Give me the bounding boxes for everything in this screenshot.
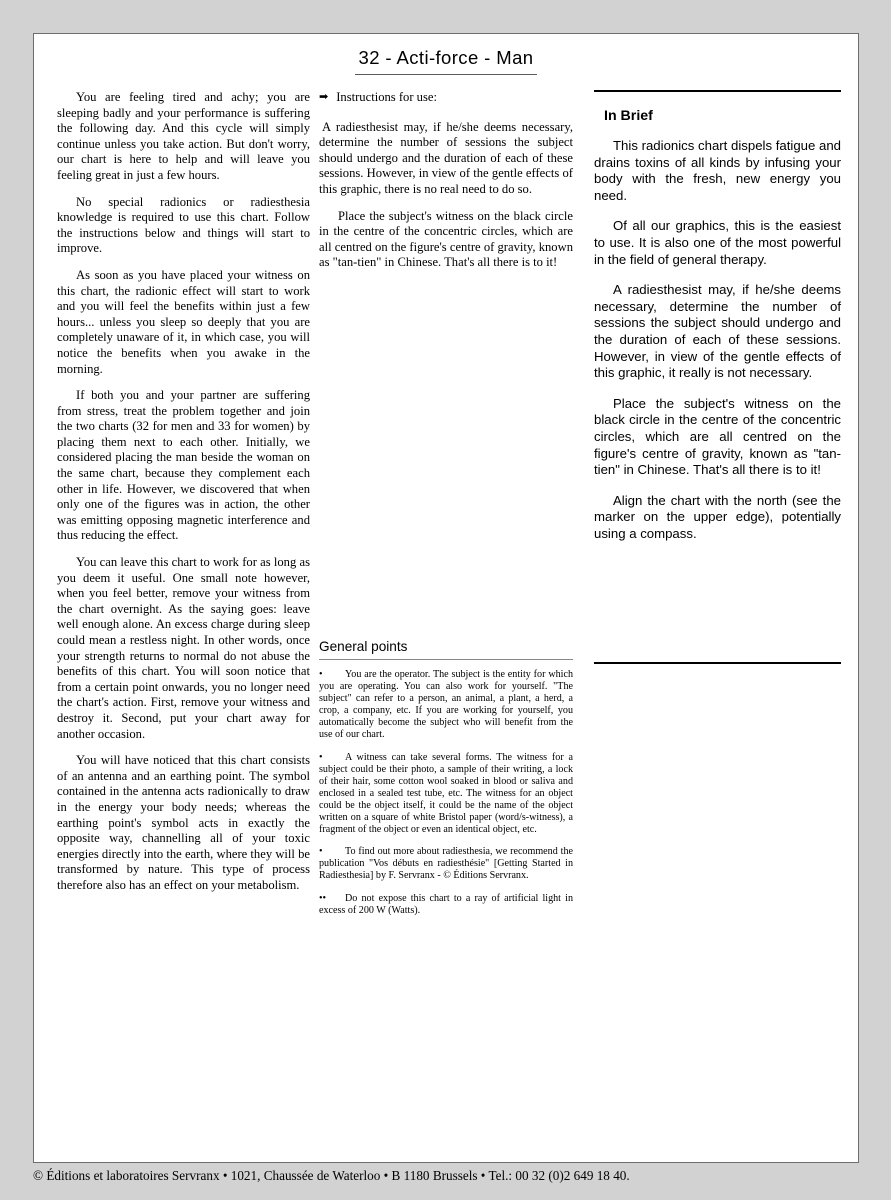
general-points-divider [319, 659, 573, 660]
left-paragraph: You can leave this chart to work for as long as you deem it useful. One small note however, when you feel better, remove your witness from the chart overnight. As the saying goes: leave well enough alone. An excess charge during sleep could mean a restless night. In other words, once your strength returns to normal do not abuse the benefits of this chart. You will soon notice that from a certain point onwards, you no longer need the chart's action. First, remove your witness and destroy it. Second, put your chart away for another occasion. [57, 555, 310, 741]
left-paragraph: If both you and your partner are suffering from stress, treat the problem together and join the two charts (32 for men and 33 for women) by placing them next to each other. Initially, we considered placing the man beside the woman on the same chart, because they complement each other in life. However, we discovered that when only one of the figures was in action, the other was emitting opposing magnetic interference and thus reducing the effect. [57, 388, 310, 543]
in-brief-paragraph: This radionics chart dispels fatigue and drains toxins of all kinds by infusing your body with the fresh, new energy you need. [594, 138, 841, 203]
general-points-item [319, 846, 573, 882]
instructions-paragraph: Place the subject's witness on the black circle in the centre of the concentric circles, which are all centred on the figure's centre of gravity, known as "tan-tien" in Chinese. That's all there is to it! [319, 208, 573, 270]
general-points-block [319, 639, 573, 927]
three-column-layout [34, 90, 860, 1100]
general-points-item-text: You are the operator. The subject is the entity for which you are operating. You can also work for yourself. "The subject" can refer to a person, an animal, a plant, a herd, a crop, a company, etc. If you are working for yourself, you automatically become the subject who will benefit from the use of our chart. [319, 669, 573, 741]
left-paragraph: You are feeling tired and achy; you are sleeping badly and your performance is suffering the following day. And this cycle will simply continue unless you take action. But don't worry, our chart is here to help and will leave you feeling great in just a few hours. [57, 90, 310, 182]
general-points-item-text: A witness can take several forms. The witness for a subject could be their photo, a sample of their writing, a lock of their hair, some cotton wool soaked in blood or saliva and enclosed in a sealed test tube, etc. The witness for an object could be the object itself, it could be the name of the object written on a square of white Bristol paper (word/s-witness), a fragment of the object or even an identical object, etc. [319, 751, 573, 836]
instructions-heading: Instructions for use: [336, 90, 437, 104]
left-text-column [57, 90, 310, 905]
instructions-paragraph: A radiesthesist may, if he/she deems necessary, determine the number of sessions the subject should undergo and the duration of each of these sessions. However, in view of the gentle effects of this graphic, there is no real need to do so. [319, 119, 573, 196]
right-text-column [594, 90, 841, 556]
in-brief-paragraph: Align the chart with the north (see the marker on the upper edge), potentially using a compass. [594, 492, 841, 541]
in-brief-top-rule [594, 90, 841, 92]
left-paragraph: You will have noticed that this chart consists of an antenna and an earthing point. The symbol contained in the antenna acts radionically to draw in the energy your body needs; whereas the earthing point's symbol acts in exactly the opposite way, channelling all of your toxic energies directly into the earth, where they will be transformed by nature. This type of process therefore also has an effect on your metabolism. [57, 753, 310, 892]
left-paragraph: As soon as you have placed your witness on this chart, the radionic effect will start to work and you will feel the benefits within just a few hours... unless you sleep so deeply that you are completely unaware of it, in which case, you will notice the benefits when you awake in the morning. [57, 267, 310, 376]
middle-text-column [319, 90, 573, 916]
instructions-heading-row [319, 90, 573, 106]
arrow-right-icon: ➡ [319, 91, 328, 103]
general-points-item-text: Do not expose this chart to a ray of artificial light in excess of 200 W (Watts). [319, 892, 573, 916]
bullet-icon: • [319, 669, 323, 680]
bullet-icon: • [319, 846, 323, 858]
page-footer: © Éditions et laboratoires Servranx • 1021, Chaussée de Waterloo • B 1180 Brussels • Tel.: 00 32 (0)2 649 18 40. [33, 1168, 630, 1183]
in-brief-paragraph: Of all our graphics, this is the easiest to use. It is also one of the most powerful in the field of general therapy. [594, 218, 841, 267]
general-points-item [319, 893, 573, 917]
bullet-icon: • [319, 751, 323, 763]
general-points-title: General points [319, 639, 408, 654]
general-points-item [319, 669, 573, 742]
general-points-item [319, 752, 573, 837]
bullet-icon: •• [319, 892, 327, 904]
in-brief-heading: In Brief [604, 108, 653, 124]
page-title: 32 - Acti-force - Man [355, 47, 538, 75]
general-points-item-text: To find out more about radiesthesia, we recommend the publication "Vos débuts en radiesthésie" [Getting Started in Radiesthesia] by F. Servranx - © Éditions Servranx. [319, 846, 573, 882]
left-paragraph: No special radionics or radiesthesia knowledge is required to use this chart. Follow the instructions below and things will start to improve. [57, 194, 310, 256]
in-brief-paragraph: Place the subject's witness on the black circle in the centre of the concentric circles, which are all centred on the figure's centre of gravity, known as "tan-tien" in Chinese. That's all there is to it! [594, 395, 841, 478]
document-page [33, 33, 859, 1163]
in-brief-bottom-rule [594, 662, 841, 664]
page-title-container [34, 47, 858, 75]
in-brief-paragraph: A radiesthesist may, if he/she deems necessary, determine the number of sessions the subject should undergo and the duration of each of these sessions. However, in view of the gentle effects of this graphic, it really is not necessary. [594, 282, 841, 381]
